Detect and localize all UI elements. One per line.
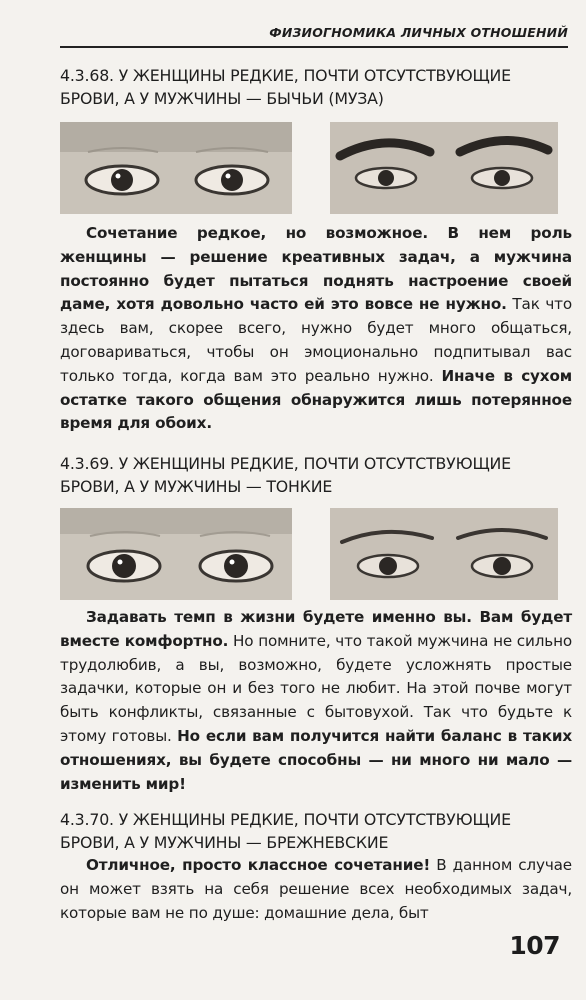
paragraph-bold-tail: Но если вам получится найти баланс в таких отношениях, вы будете способны — ни много ни мало — изменить мир! (60, 726, 572, 793)
paragraph-4-3-68 (60, 222, 572, 436)
paragraph-4-3-69 (60, 606, 572, 796)
page-number: 107 (509, 931, 560, 960)
paragraph-normal-text: В данном случае он может взять на себя решение всех необходимых задач, которые вам не по душе: домашние дела, быт (60, 856, 572, 922)
paragraph-bold-lead: Отличное, просто классное сочетание! (86, 856, 431, 874)
paragraph-normal-text: Но помните, что такой мужчина не сильно трудолюбив, а вы, возможно, будете усложнять простые задачки, которые он и без того не любит. На этой почве могут быть конфликты, связанные с бытовухой. Так что будьте к этому готовы. (60, 631, 573, 745)
woman-eyes-photo-1 (60, 122, 292, 214)
running-header (60, 16, 568, 48)
man-eyes-photo-1 (330, 122, 558, 214)
paragraph-bold-tail: Иначе в сухом остатке такого общения обнаружится лишь потерянное время для обоих. (60, 366, 572, 433)
section-heading-4-3-68: 4.3.68. У ЖЕНЩИНЫ РЕДКИЕ, ПОЧТИ ОТСУТСТВУЮЩИЕ БРОВИ, А У МУЖЧИНЫ — БЫЧЬИ (МУЗА) (60, 66, 511, 108)
paragraph-normal-text: Так что здесь вам, скорее всего, нужно будет много общаться, договариваться, чтобы он эмоционально подпитывал вас только тогда, когда вам это реально нужно. (60, 295, 572, 385)
woman-eyes-photo-2 (60, 508, 292, 600)
paragraph-bold-lead: Сочетание редкое, но возможное. В нем роль женщины — решение креативных задач, а мужчина постоянно будет пытаться поднять настроение своей даме, хотя довольно часто ей это вовсе не нужно. (60, 224, 572, 314)
section-heading-4-3-70: 4.3.70. У ЖЕНЩИНЫ РЕДКИЕ, ПОЧТИ ОТСУТСТВУЮЩИЕ БРОВИ, А У МУЖЧИНЫ — БРЕЖНЕВСКИЕ (60, 810, 511, 852)
running-header-title: ФИЗИОГНОМИКА ЛИЧНЫХ ОТНОШЕНИЙ (269, 25, 568, 40)
paragraph-4-3-70 (60, 854, 572, 925)
man-eyes-photo-2 (330, 508, 558, 600)
paragraph-bold-lead: Задавать темп в жизни будете именно вы. Вам будет вместе комфортно. (60, 608, 572, 650)
section-heading-4-3-69: 4.3.69. У ЖЕНЩИНЫ РЕДКИЕ, ПОЧТИ ОТСУТСТВУЮЩИЕ БРОВИ, А У МУЖЧИНЫ — ТОНКИЕ (60, 454, 511, 496)
